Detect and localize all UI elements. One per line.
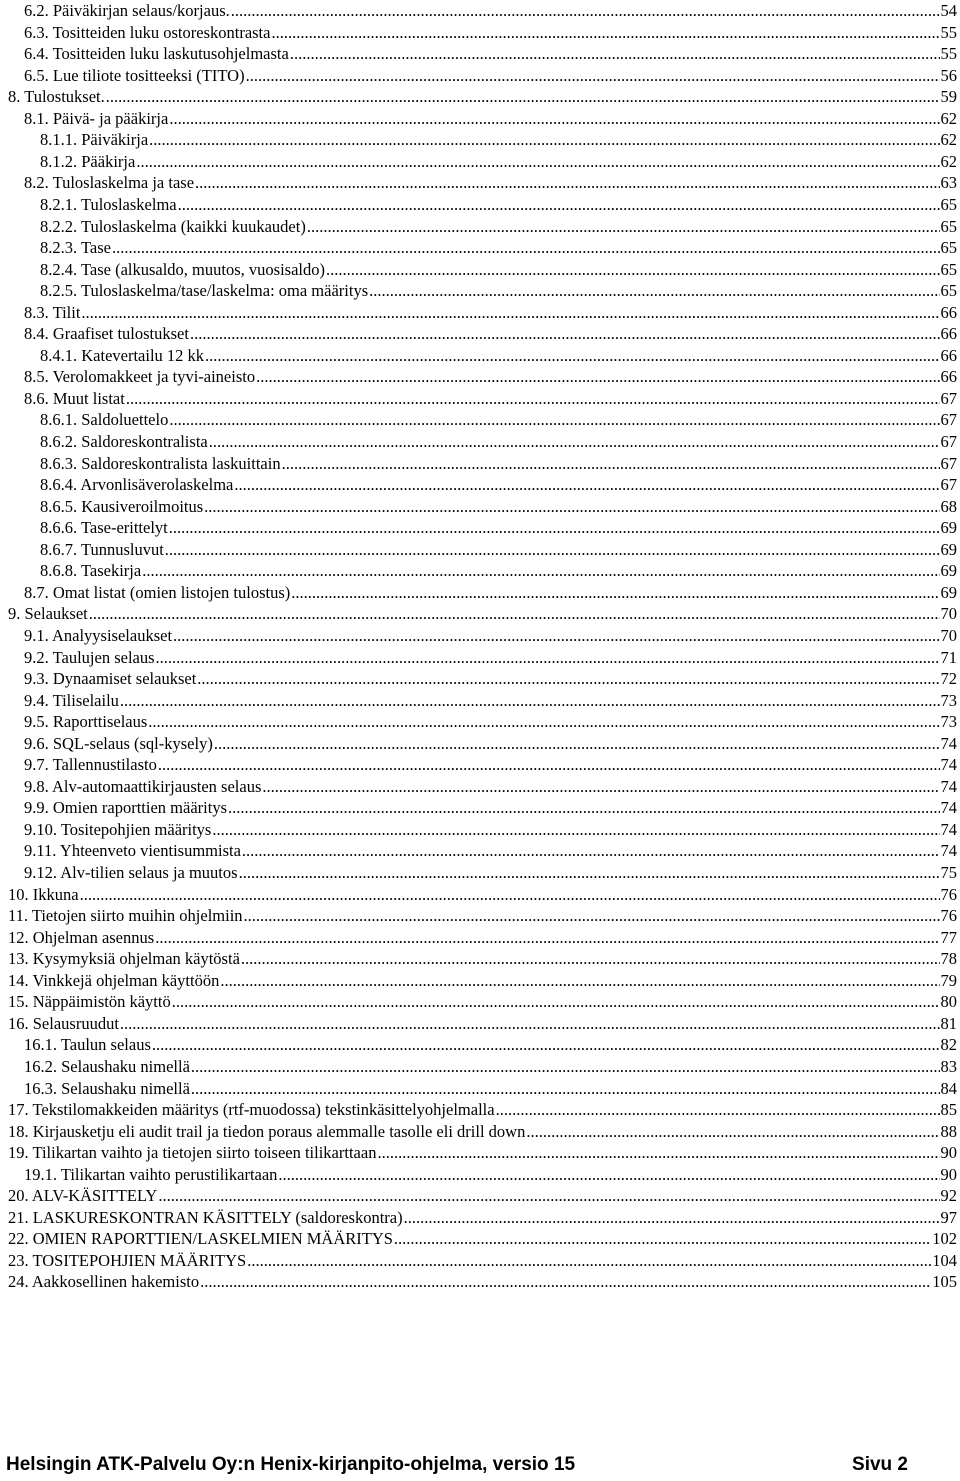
toc-dot-leader xyxy=(220,970,939,991)
toc-entry[interactable] xyxy=(0,237,957,258)
toc-entry-title: 8.2. Tuloslaskelma ja tase xyxy=(24,173,195,193)
toc-entry[interactable] xyxy=(0,1099,957,1120)
toc-entry-page: 83 xyxy=(940,1056,957,1076)
toc-dot-leader xyxy=(212,819,939,840)
toc-entry-title: 9. Selaukset xyxy=(8,604,88,624)
toc-entry[interactable] xyxy=(0,690,957,711)
toc-dot-leader xyxy=(307,216,940,237)
toc-entry-page: 84 xyxy=(940,1078,957,1098)
toc-entry-page: 88 xyxy=(940,1121,957,1141)
toc-entry-page: 66 xyxy=(940,324,957,344)
toc-entry[interactable] xyxy=(0,43,957,64)
toc-entry-page: 67 xyxy=(940,410,957,430)
toc-entry[interactable] xyxy=(0,1271,957,1292)
toc-entry[interactable] xyxy=(0,65,957,86)
toc-entry-title: 10. Ikkuna xyxy=(8,884,79,904)
toc-dot-leader xyxy=(112,237,940,258)
toc-entry-title: 8.4.1. Katevertailu 12 kk xyxy=(40,345,205,365)
toc-entry-title: 8.6.2. Saldoreskontralista xyxy=(40,432,208,451)
toc-entry-page: 69 xyxy=(940,539,957,559)
toc-entry-title: 9.5. Raporttiselaus xyxy=(24,712,148,732)
toc-dot-leader xyxy=(165,539,940,560)
toc-entry-page: 55 xyxy=(940,22,957,42)
toc-entry-title: 16.2. Selaushaku nimellä xyxy=(24,1056,190,1076)
toc-entry-page: 90 xyxy=(940,1164,957,1184)
toc-entry-page: 54 xyxy=(940,1,957,20)
toc-entry-title: 6.4. Tositteiden luku laskutusohjelmasta xyxy=(24,44,289,64)
page-footer xyxy=(0,1452,960,1478)
toc-entry[interactable] xyxy=(0,776,957,797)
toc-entry-page: 62 xyxy=(940,108,957,128)
toc-entry[interactable] xyxy=(0,991,957,1012)
toc-entry-page: 85 xyxy=(940,1100,957,1120)
toc-entry-title: 9.9. Omien raporttien määritys xyxy=(24,798,227,818)
toc-entry-title: 8.2.3. Tase xyxy=(40,238,111,258)
toc-entry-title: 8.6. Muut listat xyxy=(24,388,125,408)
toc-entry-page: 81 xyxy=(940,1013,957,1033)
toc-entry-page: 97 xyxy=(940,1207,957,1227)
toc-entry[interactable] xyxy=(0,970,957,991)
toc-entry[interactable] xyxy=(0,1142,957,1163)
toc-entry[interactable] xyxy=(0,345,957,366)
toc-entry[interactable] xyxy=(0,259,957,280)
toc-dot-leader xyxy=(205,345,939,366)
toc-dot-leader xyxy=(195,172,939,193)
toc-dot-leader xyxy=(496,1099,940,1120)
toc-entry-title: 9.4. Tiliselailu xyxy=(24,690,119,710)
toc-entry-page: 73 xyxy=(940,690,957,710)
toc-entry[interactable] xyxy=(0,711,957,732)
toc-entry-title: 9.10. Tositepohjien määritys xyxy=(24,819,212,839)
toc-entry-title: 16. Selausruudut xyxy=(8,1013,119,1033)
toc-entry[interactable] xyxy=(0,625,957,646)
toc-entry-title: 9.3. Dynaamiset selaukset xyxy=(24,669,197,689)
toc-entry-page: 80 xyxy=(940,992,957,1012)
toc-entry[interactable] xyxy=(0,409,957,430)
toc-dot-leader xyxy=(172,991,940,1012)
toc-entry[interactable] xyxy=(0,539,957,560)
toc-entry-title: 18. Kirjausketju eli audit trail ja tiedon poraus alemmalle tasolle eli drill down xyxy=(8,1121,526,1141)
toc-entry-title: 9.11. Yhteenveto vientisummista xyxy=(24,841,241,861)
toc-entry-title: 9.12. Alv-tilien selaus ja muutos xyxy=(24,863,238,882)
toc-dot-leader xyxy=(239,862,940,883)
toc-entry[interactable] xyxy=(0,647,957,668)
toc-dot-leader xyxy=(526,1121,939,1142)
toc-entry-title: 14. Vinkkejä ohjelman käyttöön xyxy=(8,970,220,990)
toc-dot-leader xyxy=(173,625,939,646)
toc-entry-page: 90 xyxy=(940,1143,957,1163)
toc-dot-leader xyxy=(204,496,939,517)
toc-entry-title: 8.6.6. Tase-erittelyt xyxy=(40,518,168,538)
toc-entry[interactable] xyxy=(0,280,957,301)
toc-entry-title: 8.2.5. Tuloslaskelma/tase/laskelma: oma määritys xyxy=(40,281,369,301)
toc-entry-page: 74 xyxy=(940,841,957,861)
toc-entry-title: 8.1. Päivä- ja pääkirja xyxy=(24,108,169,128)
toc-entry-title: 8.1.1. Päiväkirja xyxy=(40,130,149,150)
toc-entry[interactable] xyxy=(0,862,957,883)
toc-entry[interactable] xyxy=(0,453,957,474)
toc-dot-leader xyxy=(191,1078,940,1099)
toc-entry-title: 12. Ohjelman asennus xyxy=(8,927,155,947)
toc-entry-title: 17. Tekstilomakkeiden määritys (rtf-muodossa) tekstinkäsittelyohjelmalla xyxy=(8,1100,495,1120)
toc-entry[interactable] xyxy=(0,86,957,107)
toc-dot-leader xyxy=(148,711,939,732)
toc-entry-page: 76 xyxy=(940,906,957,926)
footer-page-number: Sivu 2 xyxy=(852,1454,908,1475)
toc-entry[interactable] xyxy=(0,431,957,452)
toc-entry-title: 21. LASKURESKONTRAN KÄSITTELY (saldoreskontra) xyxy=(8,1207,403,1227)
toc-entry[interactable] xyxy=(0,216,957,237)
toc-entry[interactable] xyxy=(0,0,957,21)
toc-entry-page: 71 xyxy=(940,647,957,667)
toc-dot-leader xyxy=(136,151,939,172)
toc-entry-title: 22. OMIEN RAPORTTIEN/LASKELMIEN MÄÄRITYS xyxy=(8,1229,393,1249)
toc-dot-leader xyxy=(120,690,940,711)
toc-dot-leader xyxy=(256,366,939,387)
toc-entry-page: 70 xyxy=(940,604,957,624)
toc-entry-title: 9.7. Tallennustilasto xyxy=(24,755,157,775)
toc-entry-title: 13. Kysymyksiä ohjelman käytöstä xyxy=(8,949,240,969)
toc-entry-page: 67 xyxy=(940,388,957,408)
toc-entry-page: 65 xyxy=(940,259,957,279)
toc-entry[interactable] xyxy=(0,733,957,754)
toc-entry[interactable] xyxy=(0,1034,957,1055)
toc-entry-page: 69 xyxy=(940,518,957,538)
toc-dot-leader xyxy=(81,302,939,323)
toc-entry[interactable] xyxy=(0,151,957,172)
toc-dot-leader xyxy=(228,797,940,818)
toc-entry[interactable] xyxy=(0,194,957,215)
toc-entry-page: 69 xyxy=(940,561,957,581)
toc-entry-title: 6.5. Lue tiliote tositteeksi (TITO) xyxy=(24,65,245,85)
toc-entry-title: 8.6.5. Kausiveroilmoitus xyxy=(40,496,204,516)
toc-dot-leader xyxy=(262,776,939,797)
toc-entry-title: 19.1. Tilikartan vaihto perustilikartaan xyxy=(24,1164,278,1184)
toc-entry-title: 8.6.8. Tasekirja xyxy=(40,561,142,581)
toc-entry[interactable] xyxy=(0,905,957,926)
toc-dot-leader xyxy=(197,668,939,689)
toc-entry-page: 67 xyxy=(940,453,957,473)
toc-entry-page: 82 xyxy=(940,1035,957,1055)
toc-entry-title: 8.1.2. Pääkirja xyxy=(40,151,136,171)
toc-dot-leader xyxy=(80,884,940,905)
toc-entry-page: 55 xyxy=(940,44,957,64)
toc-entry[interactable] xyxy=(0,388,957,409)
toc-entry[interactable] xyxy=(0,1185,957,1206)
toc-entry-page: 65 xyxy=(940,216,957,236)
toc-dot-leader xyxy=(214,733,940,754)
toc-entry[interactable] xyxy=(0,1121,957,1142)
toc-dot-leader xyxy=(156,647,940,668)
toc-entry-page: 73 xyxy=(940,712,957,732)
toc-entry[interactable] xyxy=(0,668,957,689)
toc-entry-page: 74 xyxy=(940,776,957,796)
toc-entry-title: 11. Tietojen siirto muihin ohjelmiin xyxy=(8,906,243,926)
toc-entry[interactable] xyxy=(0,840,957,861)
toc-entry-title: 8.2.1. Tuloslaskelma xyxy=(40,194,177,214)
toc-dot-leader xyxy=(209,431,940,452)
toc-entry-page: 70 xyxy=(940,625,957,645)
toc-entry-title: 9.2. Taulujen selaus xyxy=(24,647,155,667)
toc-entry-page: 76 xyxy=(940,884,957,904)
toc-dot-leader xyxy=(142,560,939,581)
toc-dot-leader xyxy=(242,840,940,861)
toc-dot-leader xyxy=(246,65,940,86)
toc-entry-page: 65 xyxy=(940,238,957,258)
toc-entry[interactable] xyxy=(0,323,957,344)
toc-entry[interactable] xyxy=(0,366,957,387)
toc-dot-leader xyxy=(231,0,940,21)
toc-entry[interactable] xyxy=(0,884,957,905)
toc-entry-title: 9.6. SQL-selaus (sql-kysely) xyxy=(24,733,213,753)
toc-entry[interactable] xyxy=(0,517,957,538)
toc-entry-page: 59 xyxy=(940,87,957,107)
toc-dot-leader xyxy=(169,108,939,129)
toc-entry-title: 6.2. Päiväkirjan selaus/korjaus. xyxy=(24,1,230,20)
toc-entry-page: 66 xyxy=(940,345,957,365)
toc-entry-page: 65 xyxy=(940,194,957,214)
toc-entry-page: 69 xyxy=(940,582,957,602)
toc-dot-leader xyxy=(271,22,939,43)
toc-dot-leader xyxy=(158,1185,939,1206)
toc-entry-page: 66 xyxy=(940,302,957,322)
toc-dot-leader xyxy=(291,582,939,603)
toc-entry-page: 67 xyxy=(940,475,957,495)
toc-dot-leader xyxy=(120,1013,940,1034)
footer-title: Helsingin ATK-Palvelu Oy:n Henix-kirjanpito-ohjelma, versio 15 xyxy=(6,1454,576,1475)
toc-dot-leader xyxy=(200,1271,931,1292)
toc-entry-page: 77 xyxy=(940,927,957,947)
toc-entry-page: 74 xyxy=(940,733,957,753)
toc-entry[interactable] xyxy=(0,1078,957,1099)
toc-entry-page: 92 xyxy=(940,1186,957,1206)
toc-entry-title: 20. ALV-KÄSITTELY xyxy=(8,1186,158,1206)
toc-entry[interactable] xyxy=(0,496,957,517)
toc-entry[interactable] xyxy=(0,560,957,581)
toc-entry[interactable] xyxy=(0,1207,957,1228)
toc-entry-page: 65 xyxy=(940,281,957,301)
toc-entry-title: 8.7. Omat listat (omien listojen tulostus) xyxy=(24,582,291,602)
toc-entry-page: 75 xyxy=(940,863,957,882)
toc-entry-page: 74 xyxy=(940,755,957,775)
toc-entry-page: 67 xyxy=(940,432,957,451)
toc-entry[interactable] xyxy=(0,819,957,840)
toc-dot-leader xyxy=(244,905,940,926)
toc-entry[interactable] xyxy=(0,302,957,323)
toc-entry[interactable] xyxy=(0,1056,957,1077)
toc-entry-title: 9.1. Analyysiselaukset xyxy=(24,625,173,645)
toc-entry-title: 6.3. Tositteiden luku ostoreskontrasta xyxy=(24,22,271,42)
toc-entry[interactable] xyxy=(0,582,957,603)
toc-entry-page: 78 xyxy=(940,949,957,969)
toc-dot-leader xyxy=(169,517,940,538)
toc-entry-page: 56 xyxy=(940,65,957,85)
toc-entry-title: 8.6.3. Saldoreskontralista laskuittain xyxy=(40,453,281,473)
toc-dot-leader xyxy=(155,927,939,948)
toc-entry-title: 15. Näppäimistön käyttö xyxy=(8,992,171,1012)
toc-entry[interactable] xyxy=(0,927,957,948)
toc-entry-title: 8.6.4. Arvonlisäverolaskelma xyxy=(40,475,234,495)
toc-dot-leader xyxy=(326,259,940,280)
toc-entry-title: 19. Tilikartan vaihto ja tietojen siirto toiseen tilikarttaan xyxy=(8,1143,377,1163)
toc-entry-page: 104 xyxy=(932,1250,957,1270)
toc-dot-leader xyxy=(126,388,940,409)
toc-entry-page: 63 xyxy=(940,173,957,193)
toc-entry-title: 8.6.1. Saldoluettelo xyxy=(40,410,169,430)
toc-entry-title: 8.6.7. Tunnusluvut xyxy=(40,539,164,559)
toc-entry[interactable] xyxy=(0,108,957,129)
toc-entry[interactable] xyxy=(0,1164,957,1185)
toc-entry[interactable] xyxy=(0,797,957,818)
toc-dot-leader xyxy=(290,43,940,64)
toc-dot-leader xyxy=(377,1142,939,1163)
toc-entry-title: 8. Tulostukset. xyxy=(8,87,105,107)
toc-entry-page: 105 xyxy=(932,1272,957,1292)
toc-entry-page: 62 xyxy=(940,151,957,171)
toc-entry[interactable] xyxy=(0,22,957,43)
toc-entry-title: 8.2.2. Tuloslaskelma (kaikki kuukaudet) xyxy=(40,216,306,236)
toc-dot-leader xyxy=(149,129,939,150)
toc-entry[interactable] xyxy=(0,1250,957,1271)
toc-dot-leader xyxy=(106,86,940,107)
toc-dot-leader xyxy=(152,1034,940,1055)
toc-entry-title: 16.1. Taulun selaus xyxy=(24,1035,151,1055)
toc-entry-title: 16.3. Selaushaku nimellä xyxy=(24,1078,190,1098)
toc-entry-title: 8.3. Tilit xyxy=(24,302,81,322)
toc-dot-leader xyxy=(89,603,940,624)
toc-dot-leader xyxy=(282,453,940,474)
toc-entry[interactable] xyxy=(0,948,957,969)
toc-entry-page: 74 xyxy=(940,798,957,818)
toc-entry[interactable] xyxy=(0,172,957,193)
toc-entry-page: 102 xyxy=(932,1229,957,1249)
toc-dot-leader xyxy=(241,948,940,969)
toc-entry[interactable] xyxy=(0,129,957,150)
toc-dot-leader xyxy=(394,1228,931,1249)
toc-dot-leader xyxy=(190,323,940,344)
toc-entry-page: 74 xyxy=(940,819,957,839)
toc-dot-leader xyxy=(158,754,940,775)
toc-dot-leader xyxy=(247,1250,931,1271)
toc-entry-page: 66 xyxy=(940,367,957,387)
toc-entry[interactable] xyxy=(0,1228,957,1249)
toc-entry-page: 72 xyxy=(940,669,957,689)
toc-entry-title: 8.5. Verolomakkeet ja tyvi-aineisto xyxy=(24,367,256,387)
toc-entry[interactable] xyxy=(0,1013,957,1034)
toc-entry[interactable] xyxy=(0,603,957,624)
toc-entry-title: 8.4. Graafiset tulostukset xyxy=(24,324,189,344)
toc-dot-leader xyxy=(191,1056,940,1077)
toc-dot-leader xyxy=(278,1164,939,1185)
toc-entry[interactable] xyxy=(0,474,957,495)
toc-entry[interactable] xyxy=(0,754,957,775)
toc-entry-page: 62 xyxy=(940,130,957,150)
toc-dot-leader xyxy=(178,194,940,215)
toc-entry-title: 23. TOSITEPOHJIEN MÄÄRITYS xyxy=(8,1250,247,1270)
toc-entry-title: 9.8. Alv-automaattikirjausten selaus xyxy=(24,776,262,796)
toc-dot-leader xyxy=(234,474,939,495)
toc-dot-leader xyxy=(169,409,939,430)
toc-entry-page: 79 xyxy=(940,970,957,990)
toc-dot-leader xyxy=(369,280,939,301)
toc-entry-title: 24. Aakkosellinen hakemisto xyxy=(8,1272,200,1292)
toc-entry-title: 8.2.4. Tase (alkusaldo, muutos, vuosisaldo) xyxy=(40,259,325,279)
toc-entry-page: 68 xyxy=(940,496,957,516)
toc-dot-leader xyxy=(404,1207,940,1228)
